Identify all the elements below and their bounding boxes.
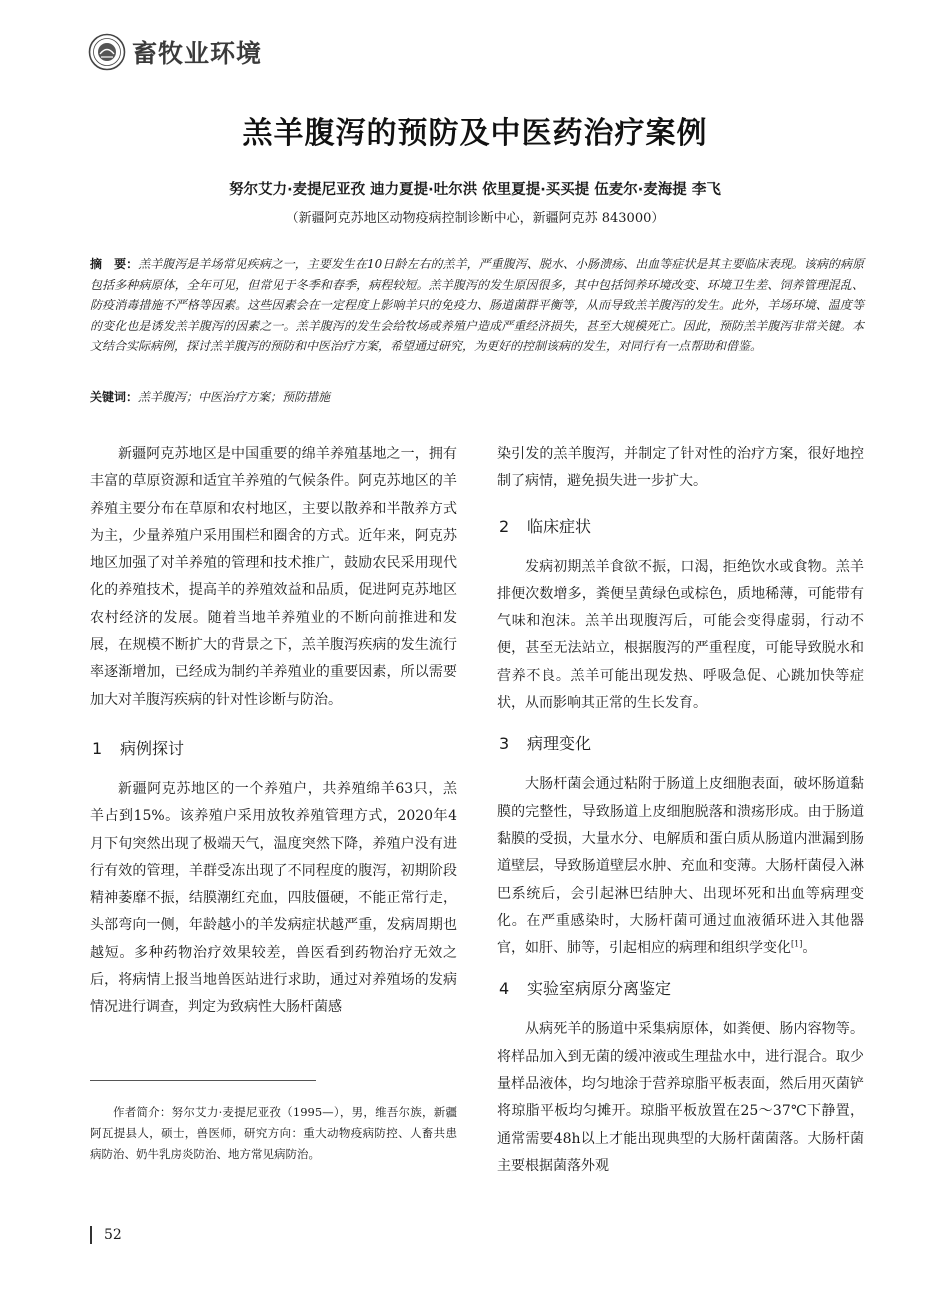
abstract-text: 羔羊腹泻是羊场常见疾病之一，主要发生在10日龄左右的羔羊，严重腹泻、脱水、小肠溃疡、出血等症状是其主要临床表现。该病的病原包括多种病原体，全年可见，但常见于冬季和春季，病程较短。羔羊腹泻的发生原因很多，其中包括饲养环境改变、环境卫生差、饲养管理混乱、防疫消毒措施不严格等因素。这些因素会在一定程度上影响羊只的免疫力、肠道菌群平衡等，从而导致羔羊腹泻的发生。此外，羊场环境、温度等的变化也是诱发羔羊腹泻的因素之一。羔羊腹泻的发生会给牧场或养殖户造成严重经济损失，甚至大规模死亡。因此，预防羔羊腹泻非常关键。本文结合实际病例，探讨羔羊腹泻的预防和中医治疗方案，希望通过研究，为更好的控制该病的发生，对同行有一点帮助和借鉴。 (90, 257, 864, 353)
section-1-paragraph: 新疆阿克苏地区的一个养殖户，共养殖绵羊63只，羔羊占到15%。该养殖户采用放牧养殖管理方式，2020年4月下旬突然出现了极端天气，温度突然下降，养殖户没有进行有效的管理，羊群受冻出现了不同程度的腹泻，初期阶段精神萎靡不振，结膜潮红充血，四肢僵硬，不能正常行走，头部弯向一侧，年龄越小的羊发病症状越严重，发病周期也越短。多种药物治疗效果较差，兽医看到药物治疗无效之后，将病情上报当地兽医站进行求助，通过对养殖场的发病情况进行调查，判定为致病性大肠杆菌感 (90, 780, 457, 1016)
article-affiliation: （新疆阿克苏地区动物疫病控制诊断中心，新疆阿克苏 843000） (285, 211, 665, 226)
section-3-paragraph: 大肠杆菌会通过粘附于肠道上皮细胞表面，破坏肠道黏膜的完整性，导致肠道上皮细胞脱落和溃疡形成。由于肠道黏膜的受损，大量水分、电解质和蛋白质从肠道内泄漏到肠道壁层，导致肠道壁层水肿、充血和变薄。大肠杆菌侵入淋巴系统后，会引起淋巴结肿大、出现坏死和出血等病理变化。在严重感染时，大肠杆菌可通过血液循环进入其他器官，如肝、肺等，引起相应的病理和组织学变化[1]。 (497, 776, 864, 957)
page-number: 52 (104, 1227, 122, 1243)
page-footer (90, 1226, 122, 1244)
journal-name: 畜牧业环境 (132, 39, 263, 68)
footer-bar (90, 1226, 92, 1244)
keywords-label: 关键词： (90, 390, 139, 404)
keywords-text: 羔羊腹泻；中医治疗方案；预防措施 (138, 390, 331, 404)
section-heading-2: 2 临床症状 (499, 516, 592, 536)
journal-masthead (88, 30, 262, 74)
article-title: 羔羊腹泻的预防及中医药治疗案例 (242, 116, 708, 151)
author-footnote: 作者简介：努尔艾力·麦提尼亚孜（1995—），男，维吾尔族，新疆阿瓦提县人，硕士，兽医师，研究方向：重大动物疫病防控、人畜共患病防治、奶牛乳房炎防治、地方常见病防治。 (90, 1105, 457, 1161)
citation-ref: [1] (791, 939, 803, 949)
footnote-divider (90, 1080, 316, 1081)
abstract-label: 摘 要： (90, 257, 139, 271)
journal-seal-logo (88, 33, 126, 71)
keywords (90, 387, 864, 407)
section-heading-4: 4 实验室病原分离鉴定 (499, 979, 672, 999)
section-4-paragraph: 从病死羊的肠道中采集病原体，如粪便、肠内容物等。将样品加入到无菌的缓冲液或生理盐水中，进行混合。取少量样品液体，均匀地涂于营养琼脂平板表面，然后用灭菌铲将琼脂平板均匀摊开。琼脂平板放置在25～37℃下静置，通常需要48h以上才能出现典型的大肠杆菌菌落。大肠杆菌主要根据菌落外观 (497, 1021, 864, 1174)
body-column-right (497, 441, 864, 1180)
section-2-paragraph: 发病初期羔羊食欲不振，口渴，拒绝饮水或食物。羔羊排便次数增多，粪便呈黄绿色或棕色，质地稀薄，可能带有气味和泡沫。羔羊出现腹泻后，可能会变得虚弱，行动不便，甚至无法站立，根据腹泻的严重程度，可能导致脱水和营养不良。羔羊可能出现发热、呼吸急促、心跳加快等症状，从而影响其正常的生长发育。 (497, 558, 864, 712)
continued-paragraph: 染引发的羔羊腹泻，并制定了针对性的治疗方案，很好地控制了病情，避免损失进一步扩大。 (497, 446, 864, 490)
abstract (90, 254, 864, 357)
body-column-left (90, 441, 457, 1022)
article-authors: 努尔艾力·麦提尼亚孜 迪力夏提·吐尔洪 依里夏提·买买提 伍麦尔·麦海提 李飞 (229, 182, 721, 198)
intro-paragraph: 新疆阿克苏地区是中国重要的绵羊养殖基地之一，拥有丰富的草原资源和适宜羊养殖的气候条件。阿克苏地区的羊养殖主要分布在草原和农村地区，主要以散养和半散养方式为主，少量养殖户采用围栏和圈舍的方式。近年来，阿克苏地区加强了对羊养殖的管理和技术推广，鼓励农民采用现代化的养殖技术，提高羊的养殖效益和品质，促进阿克苏地区农村经济的发展。随着当地羊养殖业的不断向前推进和发展，在规模不断扩大的背景之下，羔羊腹泻疾病的发生流行率逐渐增加，已经成为制约羊养殖业的重要因素，所以需要加大对羊腹泻疾病的针对性诊断与防治。 (90, 446, 457, 708)
section-heading-3: 3 病理变化 (499, 734, 592, 754)
section-heading-1: 1 病例探讨 (92, 738, 185, 758)
